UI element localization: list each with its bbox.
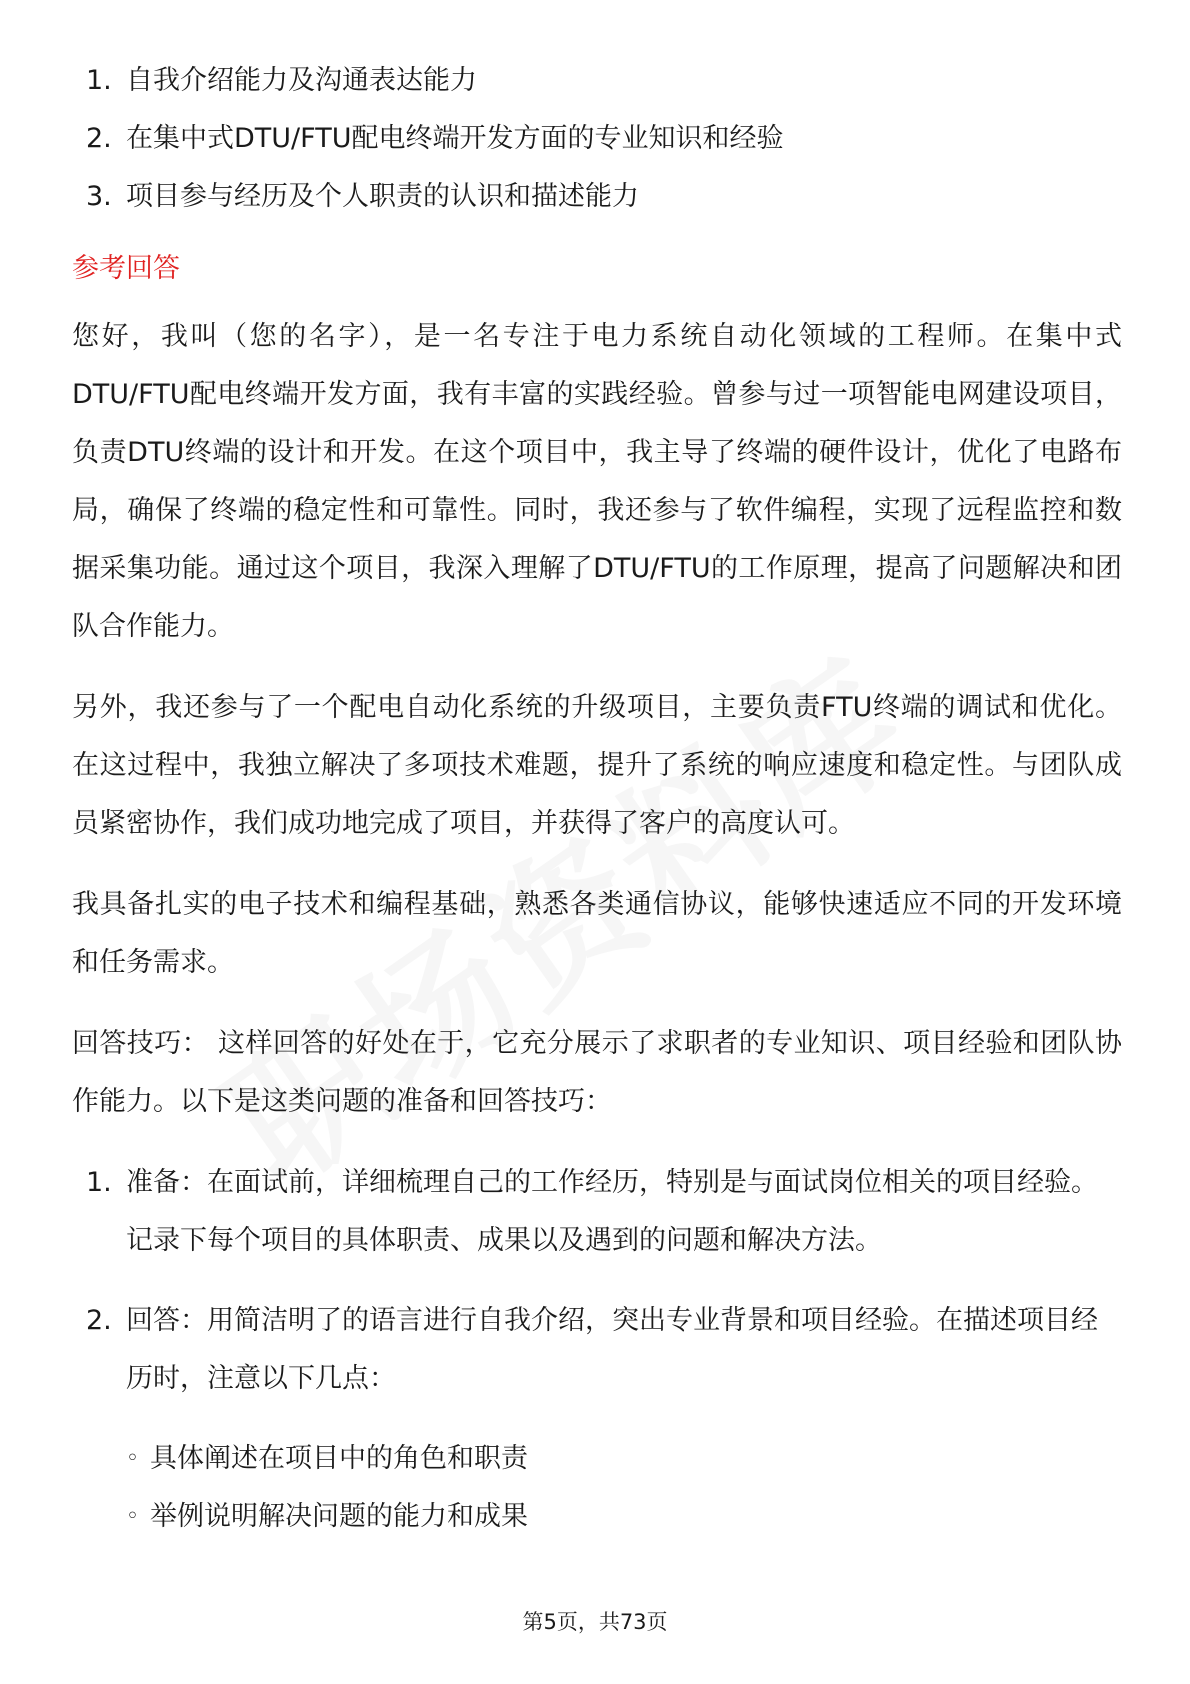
paragraph: 回答技巧： 这样回答的好处在于，它充分展示了求职者的专业知识、项目经验和团队协作能力。以下是这类问题的准备和回答技巧： bbox=[72, 1028, 1122, 1117]
list-item bbox=[72, 1154, 1122, 1270]
list-item bbox=[72, 168, 1122, 226]
list-item-text: 项目参与经历及个人职责的认识和描述能力 bbox=[126, 181, 639, 212]
list-number: 3. bbox=[86, 181, 112, 212]
list-item-text: 举例说明解决问题的能力和成果 bbox=[150, 1501, 528, 1532]
tips-list bbox=[72, 1154, 1122, 1546]
list-item-text: 准备：在面试前，详细梳理自己的工作经历，特别是与面试岗位相关的项目经验。记录下每个项目的具体职责、成果以及遇到的问题和解决方法。 bbox=[126, 1167, 1098, 1256]
bullet-icon: ◦ bbox=[126, 1504, 139, 1529]
reference-heading: 参考回答 bbox=[72, 253, 180, 284]
list-item-text: 具体阐述在项目中的角色和职责 bbox=[150, 1443, 528, 1474]
list-item-text: 回答：用简洁明了的语言进行自我介绍，突出专业背景和项目经验。在描述项目经历时，注意以下几点： bbox=[126, 1305, 1098, 1394]
intro-list bbox=[72, 52, 1122, 226]
sub-bullet-list bbox=[126, 1430, 1122, 1546]
bullet-icon: ◦ bbox=[126, 1446, 139, 1471]
list-item-text: 在集中式DTU/FTU配电终端开发方面的专业知识和经验 bbox=[126, 123, 784, 154]
list-item bbox=[126, 1488, 1122, 1546]
list-number: 2. bbox=[86, 1305, 112, 1336]
list-number: 1. bbox=[86, 1167, 112, 1198]
paragraph: 另外，我还参与了一个配电自动化系统的升级项目，主要负责FTU终端的调试和优化。在这过程中，我独立解决了多项技术难题，提升了系统的响应速度和稳定性。与团队成员紧密协作，我们成功地完成了项目，并获得了客户的高度认可。 bbox=[72, 692, 1122, 839]
list-item bbox=[72, 52, 1122, 110]
list-item bbox=[72, 110, 1122, 168]
paragraph: 我具备扎实的电子技术和编程基础，熟悉各类通信协议，能够快速适应不同的开发环境和任务需求。 bbox=[72, 889, 1122, 978]
paragraph: 您好，我叫（您的名字），是一名专注于电力系统自动化领域的工程师。在集中式DTU/FTU配电终端开发方面，我有丰富的实践经验。曾参与过一项智能电网建设项目，负责DTU终端的设计和开发。在这个项目中，我主导了终端的硬件设计，优化了电路布局，确保了终端的稳定性和可靠性。同时，我还参与了软件编程，实现了远程监控和数据采集功能。通过这个项目，我深入理解了DTU/FTU的工作原理，提高了问题解决和团队合作能力。 bbox=[72, 321, 1122, 642]
page-content bbox=[72, 52, 1122, 1568]
list-item-text: 自我介绍能力及沟通表达能力 bbox=[126, 65, 477, 96]
list-item bbox=[126, 1430, 1122, 1488]
page-footer: 第5页，共73页 bbox=[522, 1610, 668, 1634]
list-number: 2. bbox=[86, 123, 112, 154]
list-number: 1. bbox=[86, 65, 112, 96]
list-item bbox=[72, 1292, 1122, 1546]
